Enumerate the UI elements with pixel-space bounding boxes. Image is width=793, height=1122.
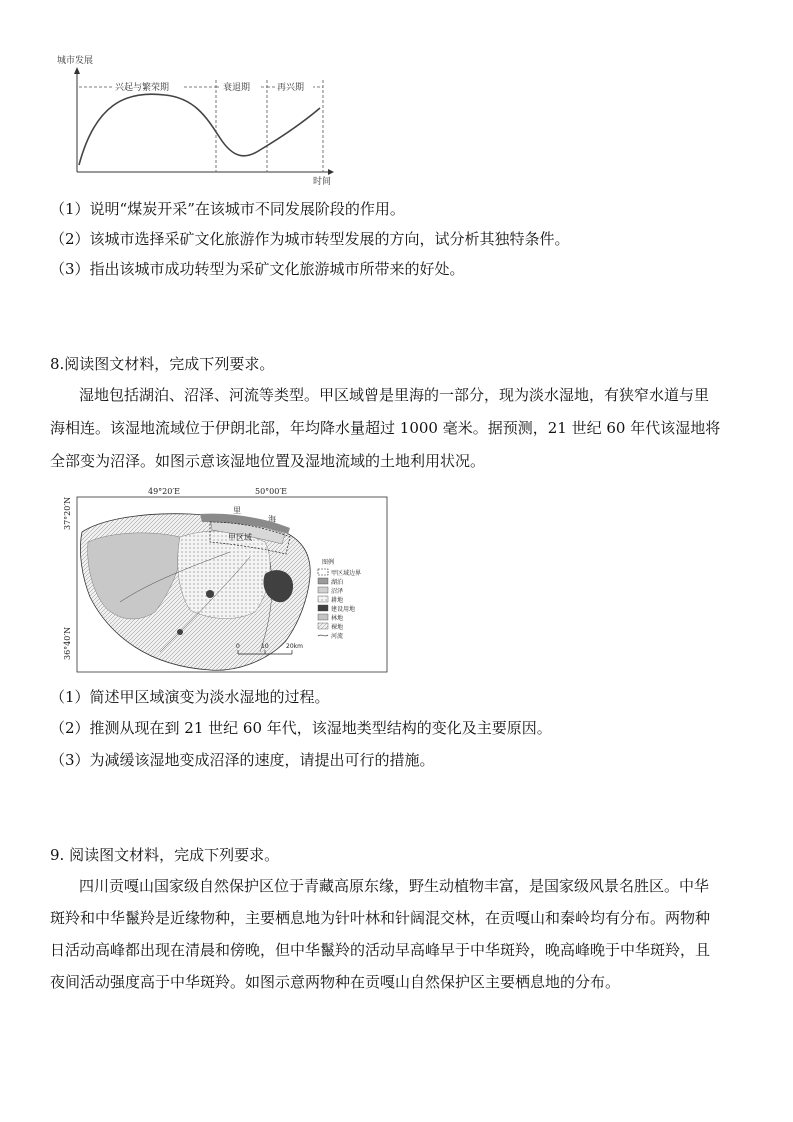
- scale-label-20: 20km: [286, 643, 303, 650]
- q7-sub2: （2）该城市选择采矿文化旅游作为城市转型发展的方向，试分析其独特条件。: [50, 230, 570, 248]
- lat-label-2: 36°40′N: [63, 626, 72, 660]
- lon-label-1: 49°20′E: [148, 487, 181, 496]
- legend-item-forest: 林地: [331, 615, 344, 622]
- sea-label-2: 海: [268, 515, 276, 524]
- scale-label-10: 10: [261, 643, 269, 650]
- farmland-zone: [178, 531, 271, 619]
- q8-sub3: （3）为减缓该湿地变成沼泽的速度，请提出可行的措施。: [50, 751, 435, 769]
- y-axis-arrow: [74, 67, 80, 74]
- region-label: 甲区域: [228, 533, 252, 542]
- legend-item-river: 河流: [331, 633, 344, 640]
- q9-para-line-3: 日活动高峰都出现在清晨和傍晚，但中华鬣羚的活动早高峰早于中华斑羚，晚高峰晚于中华斑羚，且: [50, 941, 711, 959]
- q7-sub3: （3）指出该城市成功转型为采矿文化旅游城市所带来的好处。: [50, 260, 465, 278]
- legend-title: 图例: [322, 559, 335, 566]
- q8-sub1: （1）简述甲区域演变为淡水湿地的过程。: [50, 688, 330, 706]
- city-development-chart: [55, 50, 345, 190]
- development-curve: [79, 94, 320, 165]
- q8-para-line-2: 海相连。该湿地流域位于伊朗北部，年均降水量超过 1000 毫米。据预测，21 世纪 60 年代该湿地将: [50, 419, 721, 437]
- phase-label-1: 兴起与繁荣期: [115, 83, 170, 93]
- q8-sub2: （2）推测从现在到 21 世纪 60 年代，该湿地类型结构的变化及主要原因。: [50, 719, 552, 737]
- lat-label-1: 37°20′N: [63, 496, 72, 530]
- q8-para-line-1: 湿地包括湖泊、沼泽、河流等类型。甲区域曾是里海的一部分，现为淡水湿地，有狭窄水道与里: [79, 386, 710, 404]
- q8-heading: 8.阅读图文材料，完成下列要求。: [50, 355, 275, 373]
- phase-label-3: 再兴期: [277, 83, 305, 93]
- phase-label-2: 衰退期: [223, 83, 251, 93]
- legend-item-farmland: 耕地: [331, 597, 344, 604]
- q9-para-line-1: 四川贡嘎山国家级自然保护区位于青藏高原东缘，野生动植物丰富，是国家级风景名胜区。中华: [79, 877, 710, 895]
- q8-para-line-3: 全部变为沼泽。如图示意该湿地位置及湿地流域的土地利用状况。: [50, 452, 486, 470]
- lon-label-2: 50°00′E: [255, 487, 288, 496]
- legend-item-boundary: 甲区域边界: [331, 570, 362, 577]
- wetland-map: [60, 482, 390, 677]
- legend-item-lake: 湖泊: [331, 579, 344, 586]
- legend-item-built: 建设用地: [331, 606, 356, 613]
- y-axis-label: 城市发展: [57, 56, 94, 66]
- q9-heading: 9. 阅读图文材料，完成下列要求。: [50, 846, 280, 864]
- scale-label-0: 0: [236, 643, 240, 650]
- legend-item-swamp: 沼泽: [331, 588, 344, 595]
- legend-item-bare: 裸地: [331, 624, 344, 631]
- q9-para-line-4: 夜间活动强度高于中华斑羚。如图示意两物种在贡嘎山自然保护区主要栖息地的分布。: [50, 973, 621, 991]
- sea-label-1: 里: [233, 506, 241, 515]
- q9-para-line-2: 斑羚和中华鬣羚是近缘物种，主要栖息地为针叶林和针阔混交林，在贡嘎山和秦岭均有分布。两物种: [50, 909, 711, 927]
- x-axis-label: 时间: [313, 177, 332, 187]
- q7-sub1: （1）说明“煤炭开采”在该城市不同发展阶段的作用。: [50, 200, 405, 218]
